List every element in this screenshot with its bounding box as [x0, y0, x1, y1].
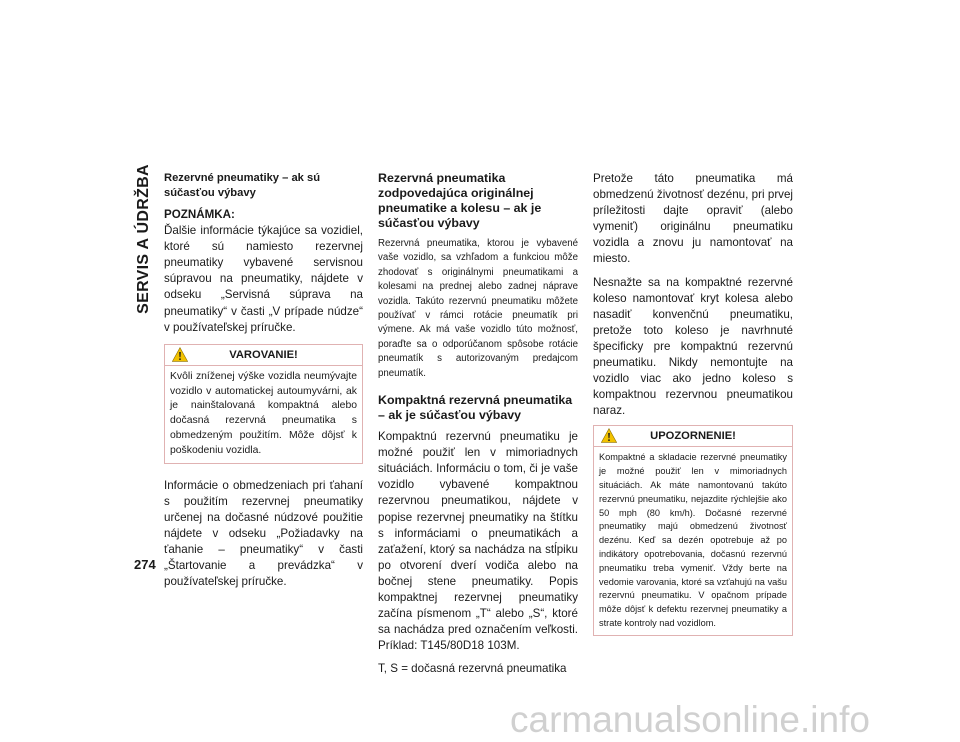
warning-header — [165, 345, 362, 366]
caution-title: UPOZORNENIE! — [650, 430, 736, 443]
matching-spare-heading: Rezervná pneumatika zodpovedajúca originálnej pneumatike a kolesu – ak je súčasťou výbavy — [378, 171, 542, 230]
wheel-cover-paragraph: Nesnažte sa na kompaktné rezervné koleso namontovať kryt kolesa alebo nasadiť konvenčnú pneumatiku, pretože toto koleso je navrhnuté špecificky pre kompaktnú rezervnú pneumatiku. Nikdy nemontujte na vozidlo viac ako jedno koleso s kompaktnou rezervnou pneumatikou naraz. — [593, 275, 793, 418]
warning-triangle-icon — [601, 428, 617, 443]
matching-spare-text: Rezervná pneumatika, ktorou je vybavené vaše vozidlo, sa vzhľadom a funkciou môže zhodovať s originálnymi pneumatikami a kolesami na prednej alebo zadnej náprave vozidla. Takúto rezervnú pneumatiku môžete používať v rámci rotácie pneumatík pri výmene. Ak má vaše vozidlo túto možnosť, poraďte sa o odporúčanom spôsobe rotácie pneumatík s autorizovaným predajcom pneumatík. — [378, 238, 578, 379]
caution-box — [593, 425, 793, 635]
warning-title: VAROVANIE! — [229, 348, 298, 361]
towing-paragraph: Informácie o obmedzeniach pri ťahaní s použitím rezervnej pneumatiky určenej na dočasné núdzové použitie nájdete v odseku „Požiadavky na ťahanie – pneumatiky“ v časti „Štartovanie a prevádzka“ v používateľskej príručke. — [164, 478, 363, 589]
compact-spare-heading: Kompaktná rezervná pneumatika – ak je súčasťou výbavy — [378, 393, 573, 423]
page-number: 274 — [134, 557, 156, 572]
watermark: carmanualsonline.info — [510, 699, 870, 740]
note-label: POZNÁMKA: — [164, 208, 235, 221]
caution-header — [594, 426, 792, 447]
section-side-tab — [129, 160, 159, 318]
compact-spare-text: Kompaktnú rezervnú pneumatiku je možné použiť len v mimoriadnych situáciách. Informáciu o tom, či je vaše vozidlo vybavené kompaktnou rezervnou pneumatikou, nájdete v popise rezervnej pneumatiky na štítku s informáciami o pneumatikách a zaťažení, ktorý sa nachádza na stĺpiku po otvorení dverí vodiča alebo na bočnej stene pneumatiky. Popis kompaktnej rezervnej pneumatiky začína písmenom „T“ alebo „S“, ktoré sa nachádza pred označením veľkosti. Príklad: T145/80D18 103M. — [378, 430, 578, 653]
compact-spare-definition: T, S = dočasná rezervná pneumatika — [378, 662, 567, 676]
warning-text: Kvôli zníženej výške vozidla neumývajte vozidlo v automatickej autoumyvárni, ak je nainštalovaná kompaktná alebo dočasná rezervná pneumatika s obmedzeným použitím. Môže dôjsť k poškodeniu vozidla. — [170, 370, 357, 456]
section-title: SERVIS A ÚDRŽBA — [135, 164, 152, 314]
tread-life-paragraph: Pretože táto pneumatika má obmedzenú životnosť dezénu, pri prvej príležitosti dajte opraviť (alebo vymeniť) originálnu pneumatiku vozidla a znovu ju namontovať na miesto. — [593, 172, 793, 266]
caution-text: Kompaktné a skladacie rezervné pneumatiky je možné použiť len v mimoriadnych situáciách. Ak máte namontovanú takúto rezervnú pneumatiku, nejazdite rýchlejšie ako 50 mph (80 km/h). Dočasné rezervné pneumatiky majú obmedzenú životnosť dezénu. Keď sa dezén opotrebuje až po indikátory opotrebovania, dočasnú rezervnú pneumatiku treba vymeniť. Vždy berte na vedomie varovania, ktoré sa vzťahujú na vašu rezervnú pneumatiku. V opačnom prípade môže dôjsť k defektu rezervnej pneumatiky a strate kontroly nad vozidlom. — [599, 452, 787, 628]
warning-box — [164, 344, 363, 464]
note-text: Ďalšie informácie týkajúce sa vozidiel, ktoré sú namiesto rezervnej pneumatiky vybavené servisnou súpravou na pneumatiky, nájdete v odseku „Servisná súprava na pneumatiky“ v časti „V prípade núdze“ v používateľskej príručke. — [164, 224, 363, 334]
column-1 — [164, 171, 363, 590]
column-3 — [593, 171, 793, 636]
warning-triangle-icon — [172, 347, 188, 362]
column-2 — [378, 171, 578, 677]
spare-tires-heading: Rezervné pneumatiky – ak sú súčasťou výbavy — [164, 172, 321, 199]
